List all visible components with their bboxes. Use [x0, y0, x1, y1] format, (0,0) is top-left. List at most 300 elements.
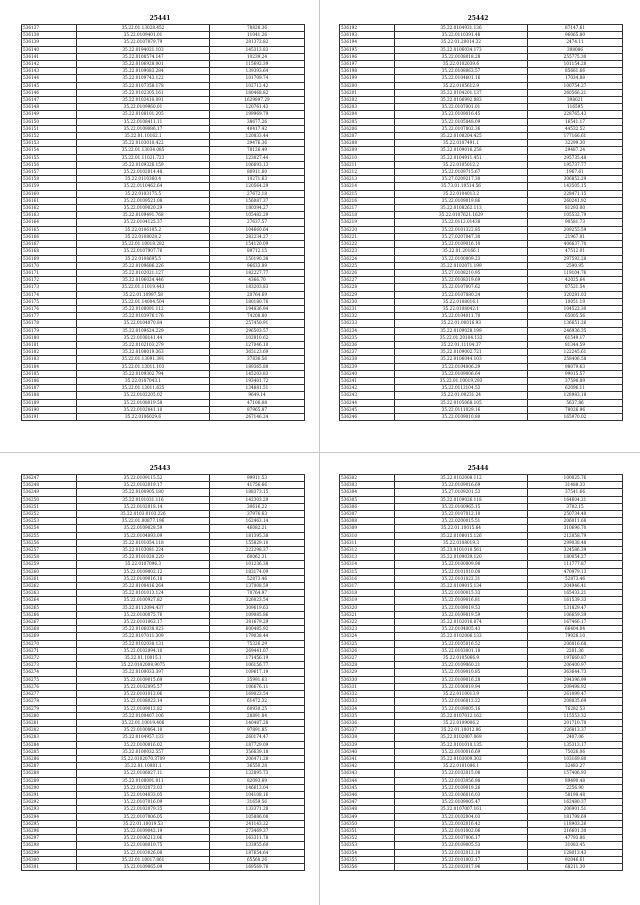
cadastral-number-cell: 35.22.01.13091.391 — [77, 356, 210, 363]
cadastral-number-cell: 35.22.0110462.64 — [77, 183, 210, 190]
value-cell: 27637.57 — [210, 219, 305, 226]
cadastral-number-cell: 35.22.0103009.302 — [395, 755, 528, 762]
table-row — [340, 82, 623, 89]
cadastral-number-cell: 35.22.0103410.091 — [77, 97, 210, 104]
value-cell: 89490.48 — [528, 777, 623, 784]
row-id-cell: 536172 — [22, 277, 77, 284]
value-cell: 206400.97 — [528, 662, 623, 669]
cadastral-number-cell: 35.22.0109016.18 — [77, 575, 210, 582]
cadastral-number-cell: 35.22.01.10997.58 — [77, 291, 210, 298]
table-row — [22, 662, 305, 669]
row-id-cell: 536181 — [22, 341, 77, 348]
table-row — [340, 741, 623, 748]
cadastral-number-cell: 35.22.0107621.1629 — [395, 212, 528, 219]
cadastral-number-cell: 35.22.0109042.19 — [77, 827, 210, 834]
cadastral-number-cell: 35.22.0194021.103 — [77, 46, 210, 53]
value-cell: 27672.18 — [210, 190, 305, 197]
row-id-cell: 536346 — [340, 791, 395, 798]
value-cell: 267146.24 — [210, 413, 305, 420]
value-cell: 181798.69 — [528, 813, 623, 820]
cadastral-number-cell: 35.22.0109521.08 — [77, 197, 210, 204]
row-id-cell: 536164 — [22, 219, 77, 226]
cadastral-number-cell: 35.22.01.14004.504 — [77, 298, 210, 305]
value-cell: 365123.69 — [210, 349, 305, 356]
table-row — [22, 568, 305, 575]
table-row — [340, 835, 623, 842]
cadastral-number-cell: 35.22.0109960.01 — [77, 104, 210, 111]
cadastral-number-cell: 35.22.0107012.162 — [395, 712, 528, 719]
row-id-cell: 536273 — [22, 662, 77, 669]
value-cell: 134881.51 — [210, 385, 305, 392]
value-cell: 179038.44 — [210, 633, 305, 640]
cadastral-number-cell: 35.22.0103010.422 — [77, 140, 210, 147]
row-id-cell: 536281 — [22, 719, 77, 726]
cadastral-table — [339, 24, 623, 421]
cadastral-number-cell: 35.22.0107043.1 — [77, 377, 210, 384]
cadastral-number-cell: 35.22.0107001.01 — [395, 104, 528, 111]
cadastral-number-cell: 35.22.0100032.557 — [77, 748, 210, 755]
value-cell: 356639.18 — [210, 748, 305, 755]
row-id-cell: 536356 — [340, 863, 395, 870]
cadastral-number-cell: 35.22.0106016.03 — [395, 791, 528, 798]
row-id-cell: 536334 — [340, 705, 395, 712]
row-id-cell: 536139 — [22, 39, 77, 46]
cadastral-number-cell: 35.73.01.10514.56 — [395, 183, 528, 190]
cadastral-number-cell: 35.22.0102008.9075 — [77, 662, 210, 669]
value-cell: 47512.01 — [528, 248, 623, 255]
table-row — [340, 640, 623, 647]
value-cell: 106676.11 — [210, 683, 305, 690]
table-row — [22, 525, 305, 532]
row-id-cell: 536140 — [22, 46, 77, 53]
table-row — [340, 313, 623, 320]
row-id-cell: 536328 — [340, 662, 395, 669]
row-id-cell: 536285 — [22, 748, 77, 755]
value-cell: 101709.74 — [210, 75, 305, 82]
row-id-cell: 536320 — [340, 604, 395, 611]
row-id-cell: 536189 — [22, 399, 77, 406]
row-id-cell: 536215 — [340, 190, 395, 197]
cadastral-number-cell: 35.22.0102071.199 — [395, 262, 528, 269]
row-id-cell: 536239 — [340, 363, 395, 370]
row-id-cell: 536274 — [22, 669, 77, 676]
cadastral-number-cell: 35.22.0104201.137 — [395, 89, 528, 96]
table-row — [22, 61, 305, 68]
cadastral-number-cell: 35.22.0109005.16 — [395, 705, 528, 712]
value-cell: 37836.56 — [210, 356, 305, 363]
cadastral-number-cell: 35.22.01.10019.53 — [77, 820, 210, 827]
cadastral-number-cell: 35.22.0102006.133 — [395, 633, 528, 640]
value-cell: 222298.37 — [210, 547, 305, 554]
value-cell: 104660.64 — [210, 226, 305, 233]
row-id-cell: 536146 — [22, 89, 77, 96]
row-id-cell: 536250 — [22, 496, 77, 503]
row-id-cell: 536299 — [22, 849, 77, 856]
table-row — [22, 219, 305, 226]
value-cell: 381679.29 — [210, 619, 305, 626]
value-cell: 76282.53 — [528, 705, 623, 712]
row-id-cell: 536305 — [340, 496, 395, 503]
cadastral-number-cell: 35.23.0101010.561 — [395, 547, 528, 554]
table-row — [22, 75, 305, 82]
page-title: 25443 — [149, 465, 171, 472]
cadastral-number-cell: 35.22.0102018.14 — [77, 503, 210, 510]
table-row — [22, 262, 305, 269]
value-cell: 115553.32 — [528, 712, 623, 719]
cadastral-number-cell: 35.22.0111029.16 — [395, 406, 528, 413]
row-id-cell: 536214 — [340, 183, 395, 190]
cadastral-number-cell: 35.22.0110013.9 — [395, 691, 528, 698]
value-cell: 310696.70 — [528, 525, 623, 532]
table-row — [340, 777, 623, 784]
value-cell: 309619.63 — [210, 604, 305, 611]
row-id-cell: 536280 — [22, 712, 77, 719]
value-cell: 62096.11 — [528, 385, 623, 392]
value-cell: 78026.96 — [528, 406, 623, 413]
table-row — [22, 356, 305, 363]
row-id-cell: 536345 — [340, 784, 395, 791]
table-row — [340, 539, 623, 546]
row-id-cell: 536270 — [22, 640, 77, 647]
cadastral-number-cell: 35.22.0112104.53 — [395, 385, 528, 392]
table-row — [340, 590, 623, 597]
table-row — [22, 691, 305, 698]
row-id-cell: 536173 — [22, 284, 77, 291]
cadastral-number-cell: 35.22.01.10162.1 — [77, 133, 210, 140]
value-cell: 66404.04 — [528, 626, 623, 633]
table-row — [22, 849, 305, 856]
cadastral-number-cell: 35.22.0106027.11 — [77, 770, 210, 777]
cadastral-number-cell: 35.22.0102205.02 — [77, 392, 210, 399]
row-id-cell: 536228 — [340, 284, 395, 291]
value-cell: 269441.07 — [210, 647, 305, 654]
cadastral-number-cell: 35.22.0108042.1 — [395, 305, 528, 312]
table-row — [340, 226, 623, 233]
table-row — [22, 226, 305, 233]
value-cell: 132895.73 — [210, 770, 305, 777]
value-cell: 52873.46 — [528, 575, 623, 582]
table-row — [22, 518, 305, 525]
table-row — [340, 604, 623, 611]
table-row — [340, 255, 623, 262]
cadastral-number-cell: 35.22.01.10081.1 — [77, 763, 210, 770]
cadastral-number-cell: 35.22.0106928.001 — [77, 61, 210, 68]
row-id-cell: 536275 — [22, 676, 77, 683]
cadastral-number-cell: 35.22.0102004.03 — [395, 813, 528, 820]
row-id-cell: 536326 — [340, 647, 395, 654]
cadastral-number-cell: 35.22.0107879.79 — [77, 39, 210, 46]
cadastral-number-cell: 35.22.0102041.10 — [77, 406, 210, 413]
row-id-cell: 536252 — [22, 511, 77, 518]
table-row — [340, 597, 623, 604]
value-cell: 162463.14 — [210, 518, 305, 525]
row-id-cell: 536186 — [22, 377, 77, 384]
cadastral-number-cell: 35.22.0108574.147 — [77, 53, 210, 60]
table-row — [340, 619, 623, 626]
cadastral-number-cell: 35.22.0109016.69 — [395, 482, 528, 489]
value-cell: 295735.48 — [528, 154, 623, 161]
row-id-cell: 536319 — [340, 597, 395, 604]
row-id-cell: 536226 — [340, 269, 395, 276]
row-id-cell: 536332 — [340, 691, 395, 698]
row-id-cell: 536158 — [22, 176, 77, 183]
value-cell: 406637.70 — [528, 241, 623, 248]
table-row — [340, 291, 623, 298]
value-cell: 5637.86 — [528, 399, 623, 406]
table-row — [340, 305, 623, 312]
value-cell: 206901.51 — [528, 806, 623, 813]
value-cell: 1967.61 — [528, 169, 623, 176]
cadastral-number-cell: 35.22.0108015.126 — [395, 532, 528, 539]
row-id-cell: 536197 — [340, 61, 395, 68]
row-id-cell: 536277 — [22, 691, 77, 698]
value-cell: 109085.86 — [210, 611, 305, 618]
cadastral-number-cell: 35.22.0101063.17 — [77, 619, 210, 626]
row-id-cell: 536286 — [22, 755, 77, 762]
cadastral-number-cell: 35.22.0105016.52 — [395, 640, 528, 647]
value-cell: 299038.48 — [528, 539, 623, 546]
cadastral-number-cell: 35.22.0106012.22 — [395, 698, 528, 705]
cadastral-number-cell: 35.22.0108101.205 — [77, 111, 210, 118]
table-row — [22, 791, 305, 798]
value-cell: 123027.44 — [210, 154, 305, 161]
cadastral-number-cell: 35.22.0100407.106 — [77, 712, 210, 719]
table-row — [22, 633, 305, 640]
cadastral-number-cell: 35.22.0101002.17 — [395, 856, 528, 863]
table-row — [340, 39, 623, 46]
row-id-cell: 536218 — [340, 212, 395, 219]
table-row — [22, 313, 305, 320]
row-id-cell: 536261 — [22, 575, 77, 582]
value-cell: 82093.69 — [210, 777, 305, 784]
row-id-cell: 536160 — [22, 190, 77, 197]
row-id-cell: 536256 — [22, 539, 77, 546]
row-id-cell: 536313 — [340, 554, 395, 561]
row-id-cell: 536254 — [22, 525, 77, 532]
value-cell: 208035.69 — [528, 698, 623, 705]
cadastral-number-cell: 35.22.0100016.69 — [395, 748, 528, 755]
cadastral-number-cell: 35.22.0109019.26 — [395, 784, 528, 791]
value-cell: 38677.26 — [210, 118, 305, 125]
value-cell: 29487.24 — [528, 147, 623, 154]
row-id-cell: 536245 — [340, 406, 395, 413]
table-row — [22, 385, 305, 392]
table-row — [340, 125, 623, 132]
row-id-cell: 536339 — [340, 741, 395, 748]
table-row — [340, 169, 623, 176]
cadastral-number-cell: 35.22.0104911.451 — [395, 154, 528, 161]
table-row — [22, 161, 305, 168]
document-page — [21, 464, 299, 871]
cadastral-number-cell: 35.27.0109201.53 — [395, 489, 528, 496]
cadastral-number-cell: 35.22.0103026.08 — [77, 849, 210, 856]
cadastral-number-cell: 35.22.01.10019.406 — [77, 719, 210, 726]
row-id-cell: 536187 — [22, 385, 77, 392]
row-id-cell: 536257 — [22, 547, 77, 554]
table-row — [22, 125, 305, 132]
cadastral-number-cell: 35.22.0102016.42 — [395, 820, 528, 827]
cadastral-number-cell: 35.22.0105012.2 — [395, 161, 528, 168]
cadastral-number-cell: 35.22.0109026.118 — [395, 496, 528, 503]
row-id-cell: 536174 — [22, 291, 77, 298]
cadastral-number-cell: 35.22.0109016.258 — [395, 147, 528, 154]
table-row — [340, 277, 623, 284]
row-id-cell: 536210 — [340, 154, 395, 161]
cadastral-number-cell: 35.22.0109005.53 — [395, 842, 528, 849]
row-id-cell: 536267 — [22, 619, 77, 626]
cadastral-number-cell: 35.22.0105612.9 — [395, 82, 528, 89]
table-row — [22, 255, 305, 262]
value-cell: 106659.39 — [528, 611, 623, 618]
value-cell: 194836.94 — [210, 305, 305, 312]
table-row — [22, 89, 305, 96]
row-id-cell: 536224 — [340, 255, 395, 262]
value-cell: 97891.85 — [210, 727, 305, 734]
value-cell: 96065.80 — [528, 32, 623, 39]
table-row — [22, 269, 305, 276]
row-id-cell: 536348 — [340, 806, 395, 813]
table-row — [22, 46, 305, 53]
value-cell: 104522.30 — [528, 305, 623, 312]
row-id-cell: 536322 — [340, 619, 395, 626]
value-cell: 32299.30 — [528, 140, 623, 147]
value-cell: 100754.27 — [528, 82, 623, 89]
row-id-cell: 536347 — [340, 799, 395, 806]
table-row — [340, 662, 623, 669]
table-row — [22, 835, 305, 842]
table-row — [340, 568, 623, 575]
row-id-cell: 536291 — [22, 791, 77, 798]
row-id-cell: 536318 — [340, 590, 395, 597]
row-id-cell: 536276 — [22, 683, 77, 690]
table-row — [22, 154, 305, 161]
table-row — [340, 503, 623, 510]
row-id-cell: 536308 — [340, 518, 395, 525]
value-cell: 120564.29 — [210, 183, 305, 190]
table-row — [22, 241, 305, 248]
table-row — [22, 392, 305, 399]
value-cell: 2201.36 — [528, 647, 623, 654]
table-row — [22, 305, 305, 312]
table-row — [340, 784, 623, 791]
table-row — [22, 399, 305, 406]
row-id-cell: 536297 — [22, 835, 77, 842]
table-row — [22, 147, 305, 154]
row-id-cell: 536194 — [340, 39, 395, 46]
table-row — [22, 561, 305, 568]
cadastral-number-cell: 35.22.0108091.112 — [77, 305, 210, 312]
value-cell: 87965.87 — [210, 406, 305, 413]
cadastral-number-cell: 35.22.0100075.76 — [77, 611, 210, 618]
table-row — [22, 370, 305, 377]
value-cell: 146613.04 — [210, 784, 305, 791]
row-id-cell: 536177 — [22, 313, 77, 320]
value-cell: 31083.45 — [528, 842, 623, 849]
cadastral-number-cell: 35.22.0107002.36 — [395, 125, 528, 132]
row-id-cell: 536292 — [22, 799, 77, 806]
value-cell: 37976.63 — [210, 511, 305, 518]
value-cell: 188373.15 — [210, 489, 305, 496]
row-id-cell: 536198 — [340, 68, 395, 75]
row-id-cell: 536349 — [340, 813, 395, 820]
row-id-cell: 536148 — [22, 104, 77, 111]
table-row — [340, 705, 623, 712]
table-row — [340, 53, 623, 60]
cadastral-number-cell: 35.22.0102012.10 — [395, 849, 528, 856]
row-id-cell: 536298 — [22, 842, 77, 849]
cadastral-table — [21, 474, 305, 871]
cadastral-number-cell: 35.22.0101031.116 — [77, 496, 210, 503]
cadastral-number-cell: 35.22.0102008.112 — [395, 475, 528, 482]
value-cell: 78126.49 — [210, 147, 305, 154]
row-id-cell: 536237 — [340, 349, 395, 356]
value-cell: 2407.06 — [528, 734, 623, 741]
row-id-cell: 536165 — [22, 226, 77, 233]
cadastral-number-cell: 35.22.0105066.9 — [395, 655, 528, 662]
value-cell: 212058.79 — [528, 532, 623, 539]
value-cell: 180468.82 — [210, 89, 305, 96]
value-cell: 363644.73 — [528, 669, 623, 676]
row-id-cell: 536331 — [340, 683, 395, 690]
cadastral-number-cell: 35.22.0112.01438 — [395, 219, 528, 226]
value-cell: 145313.83 — [210, 46, 305, 53]
value-cell: 261099.47 — [528, 691, 623, 698]
row-id-cell: 536265 — [22, 604, 77, 611]
value-cell: 99015.57 — [528, 370, 623, 377]
cadastral-number-cell: 35.22.0109016.45 — [395, 111, 528, 118]
cadastral-number-cell: 35.22.0102007.069 — [395, 734, 528, 741]
document-page — [21, 14, 299, 421]
cadastral-number-cell: 35.27.0209217.30 — [395, 176, 528, 183]
table-row — [340, 849, 623, 856]
row-id-cell: 536304 — [340, 489, 395, 496]
table-row — [22, 482, 305, 489]
value-cell: 206816.68 — [528, 640, 623, 647]
value-cell: 209255.59 — [528, 226, 623, 233]
cadastral-number-cell: 35.22.0100033.397 — [77, 669, 210, 676]
row-id-cell: 536269 — [22, 633, 77, 640]
cadastral-number-cell: 35.22.0102017.96 — [395, 863, 528, 870]
value-cell: 40417.42 — [210, 125, 305, 132]
table-row — [340, 341, 623, 348]
value-cell: 37541.66 — [528, 489, 623, 496]
table-row — [22, 511, 305, 518]
row-id-cell: 536142 — [22, 61, 77, 68]
table-row — [22, 320, 305, 327]
cadastral-number-cell: 35.22.0108019.3 — [395, 539, 528, 546]
table-row — [340, 183, 623, 190]
cadastral-number-cell: 35.22.0100015.33 — [395, 590, 528, 597]
cadastral-number-cell: 35.22.0109060.21 — [395, 662, 528, 669]
value-cell: 98079.63 — [528, 363, 623, 370]
cadastral-number-cell: 35.22.0108319.69 — [395, 277, 528, 284]
table-row — [22, 53, 305, 60]
value-cell: 118903.26 — [528, 820, 623, 827]
row-id-cell: 536344 — [340, 777, 395, 784]
table-row — [22, 554, 305, 561]
table-row — [340, 406, 623, 413]
row-id-cell: 536309 — [340, 525, 395, 532]
row-id-cell: 536268 — [22, 626, 77, 633]
row-id-cell: 536306 — [340, 503, 395, 510]
cadastral-number-cell: 35.22.0104931.136 — [395, 25, 528, 32]
table-row — [22, 503, 305, 510]
value-cell: 9649.14 — [210, 392, 305, 399]
table-row — [340, 734, 623, 741]
value-cell: 58190.48 — [528, 791, 623, 798]
value-cell: 103169.80 — [528, 755, 623, 762]
row-id-cell: 536162 — [22, 205, 77, 212]
